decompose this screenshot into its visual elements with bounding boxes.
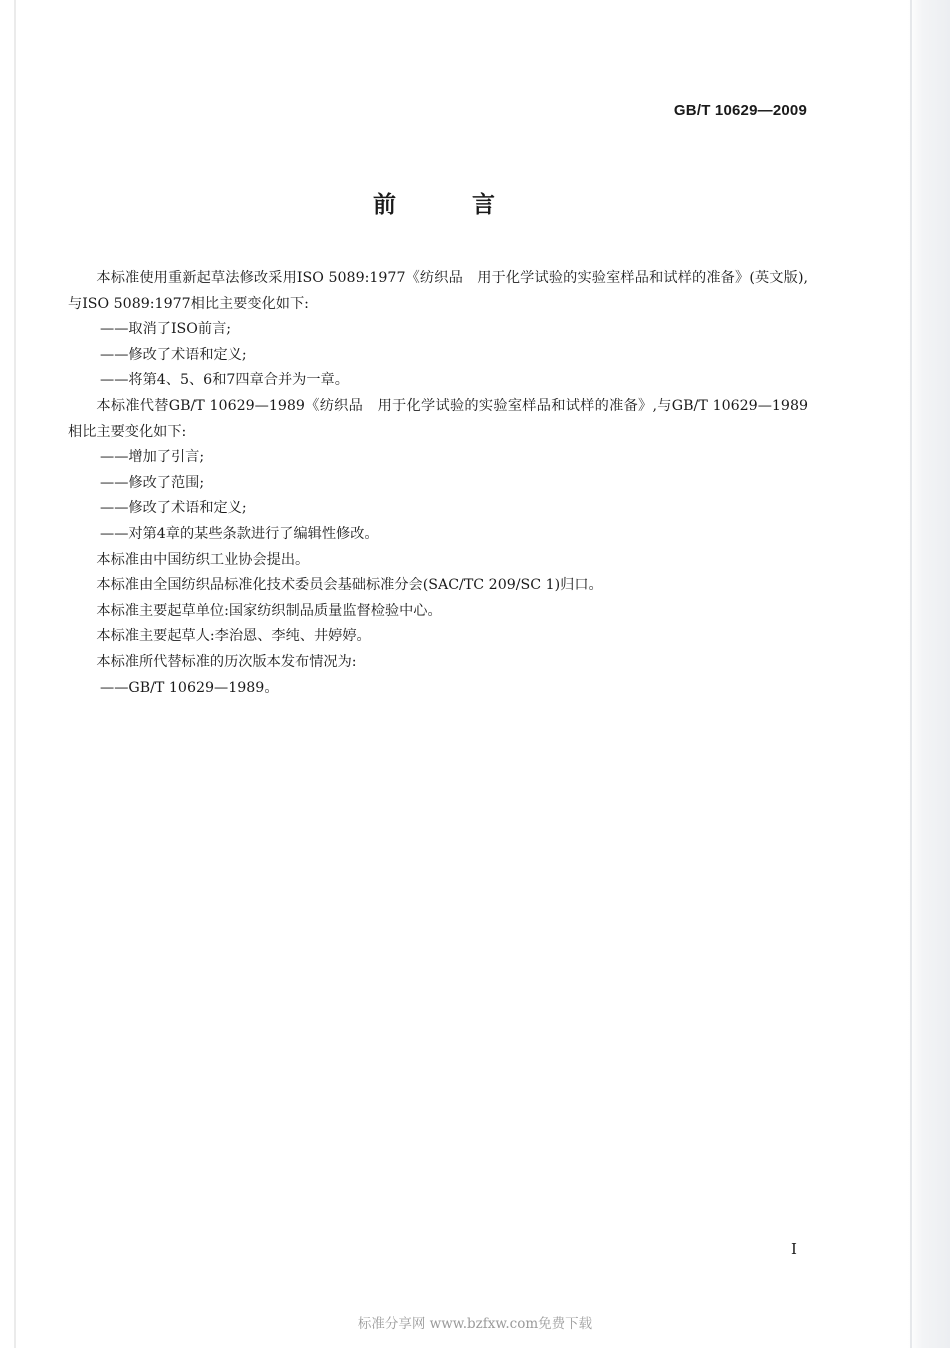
watermark-text: 标准分享网 www.bzfxw.com免费下载 xyxy=(357,1316,593,1332)
list-item: ——取消了ISO前言; xyxy=(100,321,232,338)
page-number: I xyxy=(791,1240,797,1258)
standard-code: GB/T 10629—2009 xyxy=(673,102,807,119)
page-title: 前 言 xyxy=(372,192,529,218)
paragraph-administrator: 本标准由全国纺织品标准化技术委员会基础标准分会(SAC/TC 209/SC 1)归口。 xyxy=(96,577,603,594)
list-item: ——对第4章的某些条款进行了编辑性修改。 xyxy=(100,525,379,542)
list-item: ——修改了术语和定义; xyxy=(100,500,247,517)
page-right-edge-line xyxy=(910,0,912,1348)
paragraph-proposer: 本标准由中国纺织工业协会提出。 xyxy=(96,551,310,568)
paragraph-history: 本标准所代替标准的历次版本发布情况为: xyxy=(96,653,357,670)
list-item: ——修改了术语和定义; xyxy=(100,346,247,363)
body-text xyxy=(68,266,808,701)
paragraph-drafters: 本标准主要起草人:李治恩、李纯、井婷婷。 xyxy=(96,628,371,645)
list-item: ——GB/T 10629—1989。 xyxy=(100,679,279,696)
list-item: ——将第4、5、6和7四章合并为一章。 xyxy=(100,372,349,389)
paragraph-replacement: 本标准代替GB/T 10629—1989《纺织品 用于化学试验的实验室样品和试样的准备》,与GB/T 10629—1989相比主要变化如下: xyxy=(68,397,808,440)
list-item: ——修改了范围; xyxy=(100,474,205,491)
paragraph-adoption: 本标准使用重新起草法修改采用ISO 5089:1977《纺织品 用于化学试验的实验室样品和试样的准备》(英文版),与ISO 5089:1977相比主要变化如下: xyxy=(68,270,808,312)
list-item: ——增加了引言; xyxy=(100,449,205,466)
paragraph-drafting-unit: 本标准主要起草单位:国家纺织制品质量监督检验中心。 xyxy=(96,602,442,619)
page-right-edge xyxy=(908,0,950,1348)
